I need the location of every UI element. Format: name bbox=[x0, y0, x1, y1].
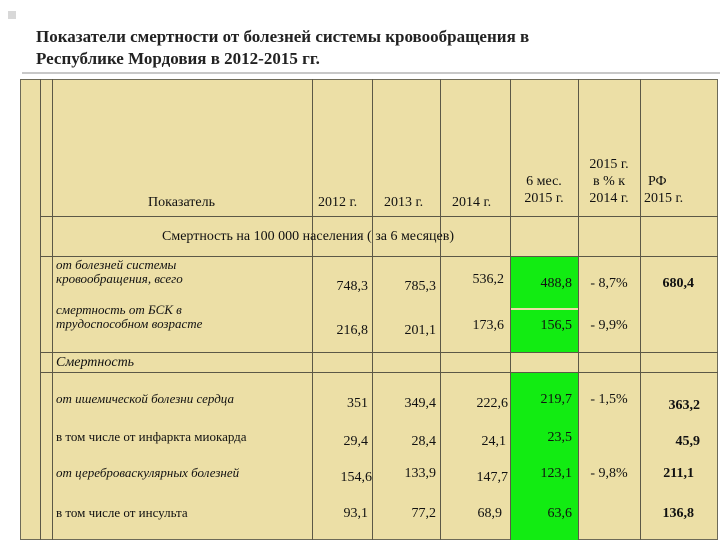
section-title: Смертность bbox=[56, 355, 135, 370]
header-2012: 2012 г. bbox=[318, 195, 358, 210]
header-2014: 2014 г. bbox=[452, 195, 492, 210]
row-value-pct: - 9,9% bbox=[590, 318, 628, 333]
header-6m-line1: 6 мес. bbox=[526, 174, 562, 189]
grid-line bbox=[40, 216, 718, 217]
section-title: Смертность на 100 000 населения ( за 6 месяцев) bbox=[162, 229, 454, 244]
row-value-2014: 222,6 bbox=[476, 396, 508, 411]
header-pct-line3: 2014 г. bbox=[589, 191, 629, 206]
slide-marker bbox=[8, 11, 16, 19]
header-pct-line2: в % к bbox=[592, 174, 626, 189]
row-value-2013: 28,4 bbox=[411, 434, 436, 449]
row-value-6m: 219,7 bbox=[540, 392, 572, 407]
grid-line bbox=[40, 79, 41, 540]
row-value-rf: 211,1 bbox=[663, 466, 694, 481]
row-value-2014: 147,7 bbox=[476, 470, 508, 485]
header-6m-line2: 2015 г. bbox=[524, 191, 564, 206]
row-value-2013: 133,9 bbox=[404, 466, 436, 481]
row-value-2012: 351 bbox=[347, 396, 368, 411]
header-pct-line1: 2015 г. bbox=[589, 157, 629, 172]
grid-line bbox=[40, 372, 718, 373]
row-value-2014: 68,9 bbox=[477, 506, 502, 521]
row-label: от цереброваскулярных болезней bbox=[56, 465, 240, 480]
row-value-pct: - 9,8% bbox=[590, 466, 628, 481]
row-value-6m: 23,5 bbox=[547, 430, 572, 445]
row-value-6m: 123,1 bbox=[540, 466, 572, 481]
header-2013: 2013 г. bbox=[384, 195, 424, 210]
row-value-pct: - 8,7% bbox=[590, 276, 628, 291]
row-value-2012: 93,1 bbox=[343, 506, 368, 521]
row-value-rf: 136,8 bbox=[662, 506, 694, 521]
row-value-2014: 536,2 bbox=[472, 272, 504, 287]
grid-line bbox=[52, 79, 53, 540]
row-value-2012: 216,8 bbox=[336, 323, 368, 338]
row-value-6m: 156,5 bbox=[540, 318, 572, 333]
page-title: Показатели смертности от болезней системы кровообращения в Республике Мордовия в 2012-2015 гг. bbox=[36, 27, 530, 68]
row-value-2014: 24,1 bbox=[481, 434, 506, 449]
row-value-2012: 29,4 bbox=[343, 434, 368, 449]
row-value-2013: 349,4 bbox=[404, 396, 436, 411]
row-value-pct: - 1,5% bbox=[590, 392, 628, 407]
row-label: смертность от БСК в трудоспособном возрасте bbox=[56, 302, 203, 331]
row-value-6m: 488,8 bbox=[540, 276, 572, 291]
row-value-6m: 63,6 bbox=[547, 506, 572, 521]
row-label: в том числе от инсульта bbox=[56, 505, 188, 520]
row-value-rf: 680,4 bbox=[662, 276, 694, 291]
row-value-2013: 785,3 bbox=[404, 279, 436, 294]
row-value-rf: 363,2 bbox=[668, 398, 700, 413]
row-label: в том числе от инфаркта миокарда bbox=[56, 429, 247, 444]
row-value-2013: 77,2 bbox=[411, 506, 436, 521]
row-value-rf: 45,9 bbox=[675, 434, 700, 449]
row-value-2014: 173,6 bbox=[472, 318, 504, 333]
header-indicator: Показатель bbox=[148, 195, 215, 210]
row-label: от болезней системы кровообращения, всего bbox=[56, 257, 183, 286]
title-divider bbox=[22, 72, 720, 74]
row-label: от ишемической болезни сердца bbox=[56, 391, 234, 406]
left-margin-bar bbox=[0, 0, 22, 540]
row-value-2013: 201,1 bbox=[404, 323, 436, 338]
header-rf-line1: РФ bbox=[648, 174, 667, 189]
grid-line bbox=[40, 352, 718, 353]
header-rf-line2: 2015 г. bbox=[644, 191, 684, 206]
grid-line bbox=[578, 79, 579, 540]
row-value-2012: 748,3 bbox=[336, 279, 368, 294]
row-value-2012: 154,6 bbox=[340, 470, 372, 485]
